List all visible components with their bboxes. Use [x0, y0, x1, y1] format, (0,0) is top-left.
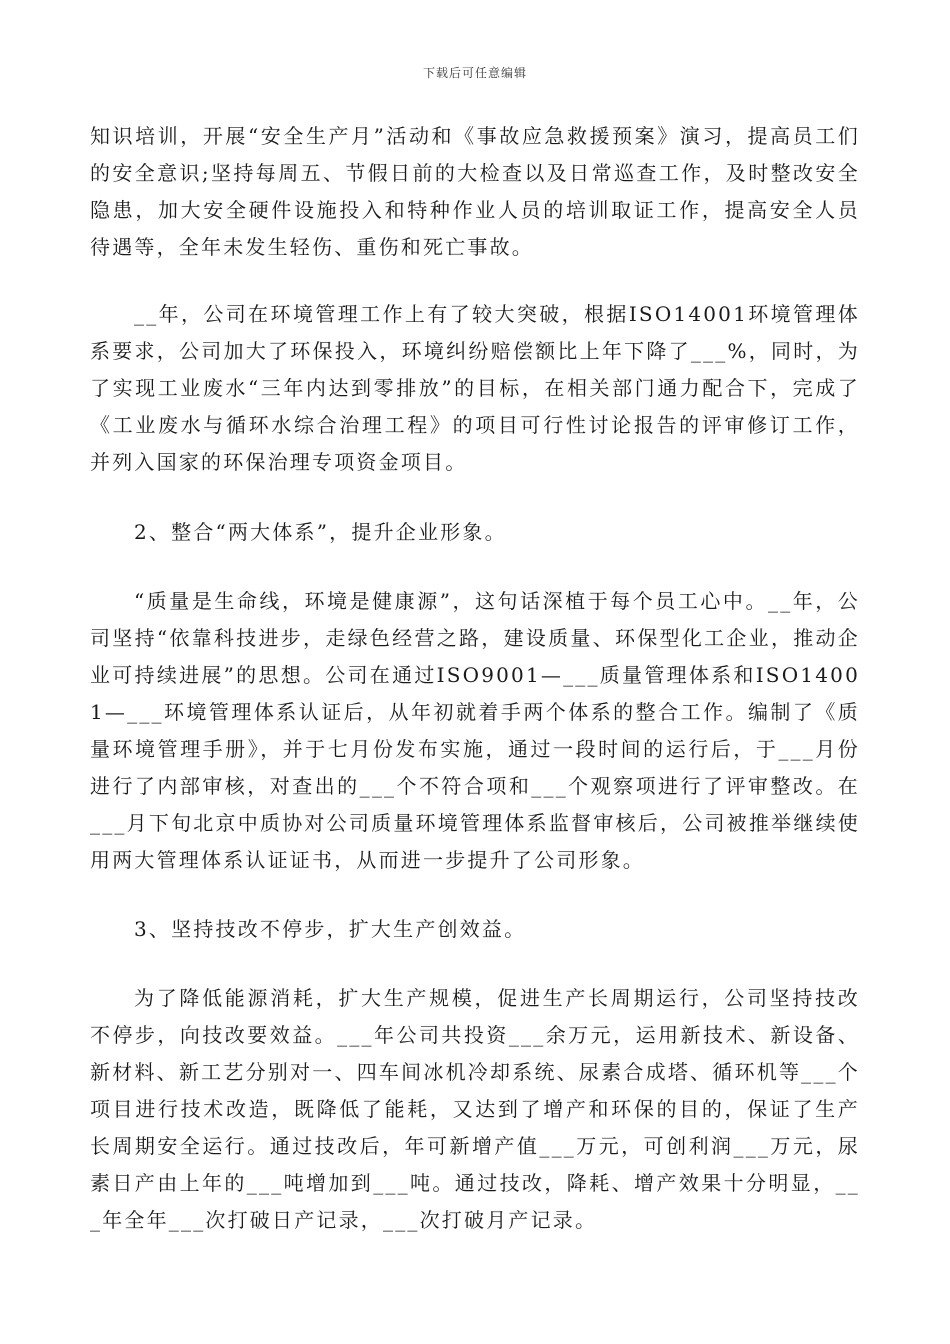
section-heading-technical-reform: 3、坚持技改不停步，扩大生产创效益。 — [134, 917, 527, 941]
paragraph-technical-reform: 为了降低能源消耗，扩大生产规模，促进生产长周期运行，公司坚持技改不停步，向技改要效益。___年公司共投资___余万元，运用新技术、新设备、新材料、新工艺分别对一、四车间冰机冷却系统、尿素合成塔、循环机等___个项目进行技术改造，既降低了能耗，又达到了增产和环保的目的，保证了生产长周期安全运行。通过技改后，年可新增产值___万元，可创利润___万元，尿素日产由上年的___吨增加到___吨。通过技改，降耗、增产效果十分明显，___年全年___次打破日产记录，___次打破月产记录。 — [90, 986, 860, 1232]
paragraph-environment-management: __年，公司在环境管理工作上有了较大突破，根据ISO14001环境管理体系要求，公司加大了环保投入，环境纠纷赔偿额比上年下降了___%，同时，为了实现工业废水“三年内达到零排放”的目标，在相关部门通力配合下，完成了《工业废水与循环水综合治理工程》的项目可行性讨论报告的评审修订工作，并列入国家的环保治理专项资金项目。 — [90, 302, 860, 474]
paragraph-quality-environment: “质量是生命线，环境是健康源”，这句话深植于每个员工心中。__年，公司坚持“依靠科技进步，走绿色经营之路，建设质量、环保型化工企业，推动企业可持续进展”的思想。公司在通过ISO9001—___质量管理体系和ISO14001—___环境管理体系认证后，从年初就着手两个体系的整合工作。编制了《质量环境管理手册》，并于七月份发布实施，通过一段时间的运行后，于___月份进行了内部审核，对查出的___个不符合项和___个观察项进行了评审整改。在 ___月下旬北京中质协对公司质量环境管理体系监督审核后，公司被推举继续使用两大管理体系认证证书，从而进一步提升了公司形象。 — [90, 589, 860, 872]
paragraph-safety-training: 知识培训，开展“安全生产月”活动和《事故应急救援预案》演习，提高员工们的安全意识;坚持每周五、节假日前的大检查以及日常巡查工作，及时整改安全隐患，加大安全硬件设施投入和特种作业人员的培训取证工作，提高安全人员待遇等，全年未发生轻伤、重伤和死亡事故。 — [90, 124, 860, 259]
page-header: 下载后可任意编辑 — [422, 66, 527, 80]
document-body — [90, 118, 860, 1239]
section-heading-two-systems: 2、整合“两大体系”，提升企业形象。 — [134, 520, 507, 544]
